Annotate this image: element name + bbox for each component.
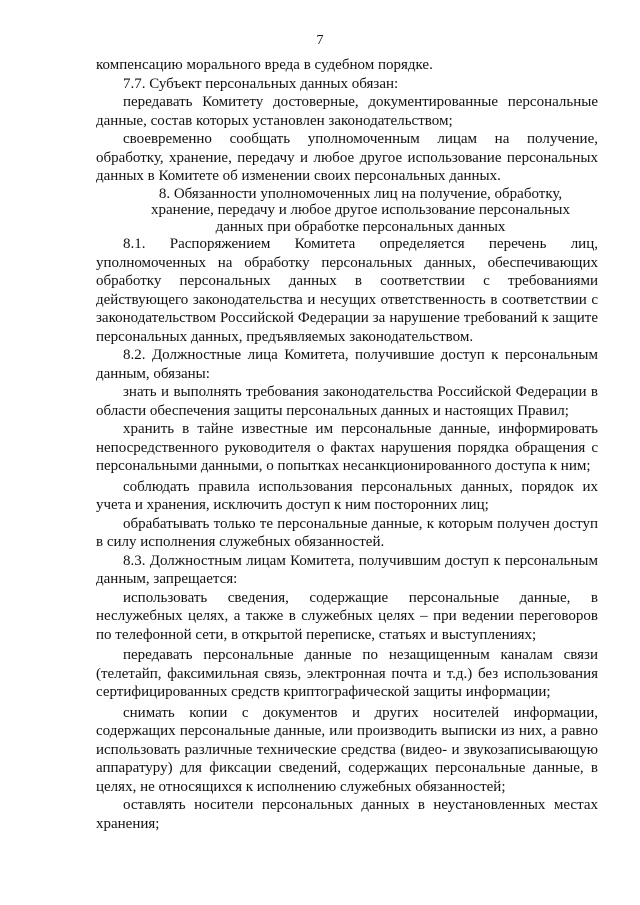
clause-8-3: 8.3. Должностным лицам Комитета, получившим доступ к персональным данным, запрещается: xyxy=(96,552,598,587)
clause-8-2: 8.2. Должностные лица Комитета, получившие доступ к персональным данным, обязаны: xyxy=(96,347,598,382)
clause-8-1: 8.1. Распоряжением Комитета определяется перечень лиц, уполномоченных на обработку персональных данных, обеспечивающих обработку персональных данных в соответствии с требованиями действующего законодательства и несущих ответственность в соответствии с законодательством Российской Федерации за нарушение требований к защите персональных данных, предъявляемых законодательством. xyxy=(96,236,598,345)
clause-8-2-item-1: знать и выполнять требования законодательства Российской Федерации в области обеспечения защиты персональных данных и настоящих Правил; xyxy=(96,384,598,419)
clause-8-2-item-2: хранить в тайне известные им персональные данные, информировать непосредственного руководителя о фактах нарушения порядка обращения с персональными данными, о попытках несанкционированного доступа к ним; xyxy=(96,421,598,474)
page-number: 7 xyxy=(316,33,324,48)
section-8-heading xyxy=(96,186,598,236)
clause-7-7: 7.7. Субъект персональных данных обязан: xyxy=(123,75,399,92)
clause-8-3-item-1: использовать сведения, содержащие персональные данные, в неслужебных целях, а также в служебных целях – при ведении переговоров по телефонной сети, в открытой переписке, статьях и выступлениях; xyxy=(96,589,598,643)
clause-8-3-item-4: оставлять носители персональных данных в неустановленных местах хранения; xyxy=(96,797,598,832)
clause-8-3-item-3: снимать копии с документов и других носителей информации, содержащих персональные данные, или производить выписки из них, а равно использовать различные технические средства (видео- и звукозаписывающую аппаратуру) для фиксации сведений, содержащих персональные данные, в целях, не относящихся к исполнению служебных обязанностей; xyxy=(96,704,598,795)
section-heading-line-2: хранение, передачу и любое другое использование персональных xyxy=(151,202,570,218)
paragraph-continuation: компенсацию морального вреда в судебном порядке. xyxy=(96,57,433,73)
clause-7-7-item-2: своевременно сообщать уполномоченным лицам на получение, обработку, хранение, передачу и любое другое использование персональных данных в Комитете об изменении своих персональных данных. xyxy=(96,131,598,184)
section-heading-line-1: 8. Обязанности уполномоченных лиц на получение, обработку, xyxy=(158,185,563,202)
clause-8-3-item-2: передавать персональные данные по незащищенным каналам связи (телетайп, факсимильная связь, электронная почта и т.д.) без использования сертифицированных средств криптографической защиты информации; xyxy=(96,647,598,700)
section-heading-line-3: данных при обработке персональных данных xyxy=(215,218,506,235)
clause-8-2-item-3: соблюдать правила использования персональных данных, порядок их учета и хранения, исключить доступ к ним посторонних лиц; xyxy=(96,478,598,513)
clause-7-7-item-1: передавать Комитету достоверные, документированные персональные данные, состав которых установлен законодательством; xyxy=(96,94,598,129)
clause-8-2-item-4: обрабатывать только те персональные данные, к которым получен доступ в силу исполнения служебных обязанностей. xyxy=(96,515,598,550)
document-body xyxy=(96,56,598,833)
